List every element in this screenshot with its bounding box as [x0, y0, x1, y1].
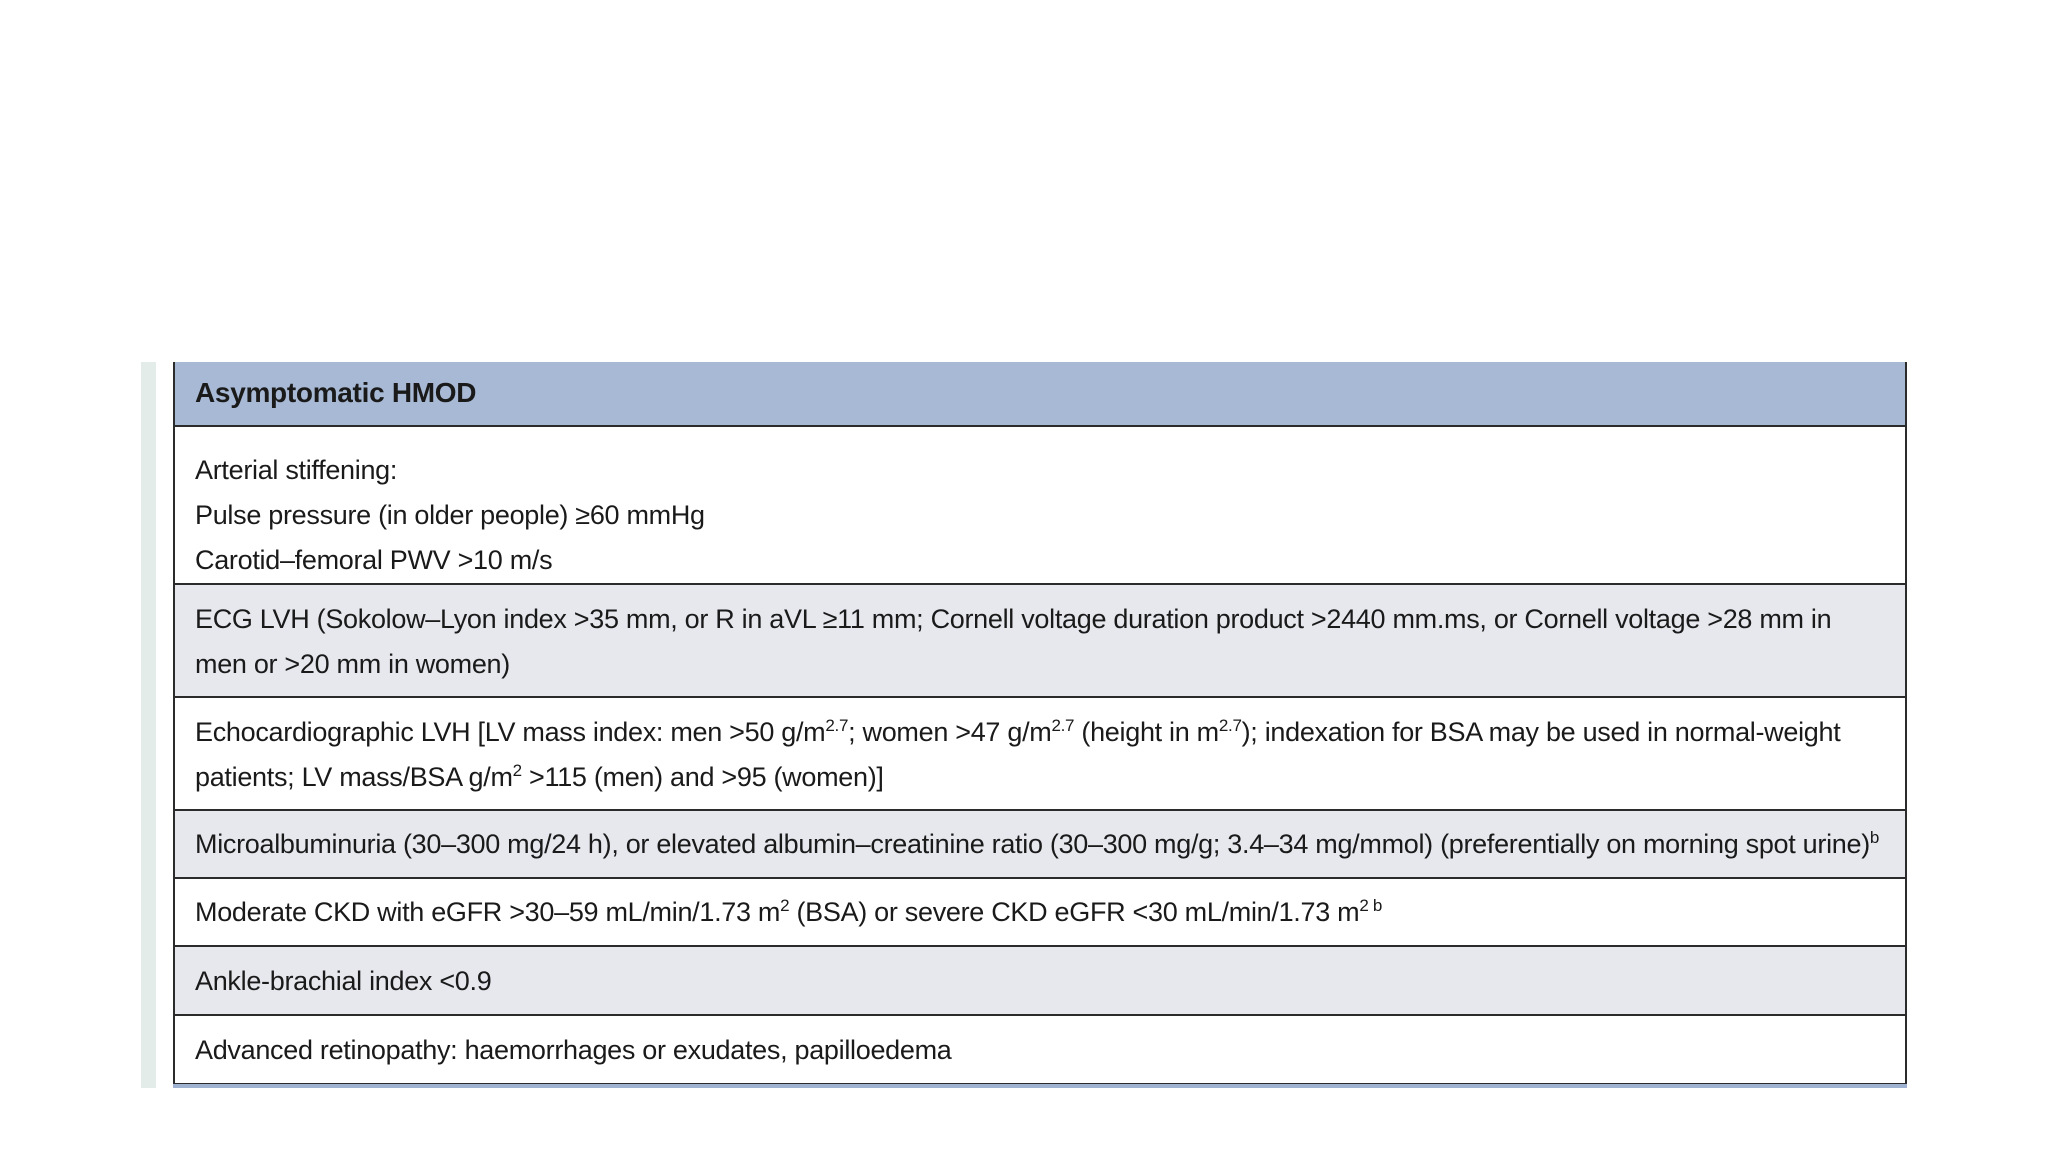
table-row-retinopathy [175, 1016, 1905, 1085]
echo-text-4: ); indexation for BSA may be used in normal-weight patients; LV mass/BSA g/m [195, 717, 1841, 792]
hmod-table [173, 362, 1907, 1085]
echo-lvh-text [195, 710, 1885, 800]
table-row-ecg-lvh [175, 585, 1905, 698]
ckd-text-2: (BSA) or severe CKD eGFR <30 mL/min/1.73 m [789, 897, 1360, 927]
table-row-echo-lvh [175, 698, 1905, 811]
ankle-brachial-text: Ankle-brachial index <0.9 [195, 966, 492, 996]
microalbuminuria-text [195, 822, 1885, 867]
table-header-title: Asymptomatic HMOD [195, 377, 477, 408]
table-bottom-rule [173, 1084, 1907, 1088]
micro-text: Microalbuminuria (30–300 mg/24 h), or elevated albumin–creatinine ratio (30–300 mg/g; 3.4–34 mg/mmol) (preferentially on morning spot urine) [195, 829, 1870, 859]
ckd-text [195, 890, 1885, 935]
ckd-sup-2: 2 b [1359, 896, 1383, 915]
ckd-text-1: Moderate CKD with eGFR >30–59 mL/min/1.73 m [195, 897, 781, 927]
left-margin-strip [141, 362, 156, 1088]
echo-sup-3: 2.7 [1218, 716, 1242, 735]
echo-sup-4: 2 [512, 761, 522, 780]
ecg-lvh-text: ECG LVH (Sokolow–Lyon index >35 mm, or R in aVL ≥11 mm; Cornell voltage duration product >2440 mm.ms, or Cornell voltage >28 mm in men or >20 mm in women) [195, 604, 1832, 679]
ckd-sup-1: 2 [780, 896, 790, 915]
echo-text-3: (height in m [1074, 717, 1219, 747]
echo-sup-2: 2.7 [1051, 716, 1075, 735]
table-row-microalbuminuria [175, 811, 1905, 879]
echo-sup-1: 2.7 [825, 716, 849, 735]
echo-text-2: ; women >47 g/m [848, 717, 1052, 747]
table-row-arterial-stiffening [175, 427, 1905, 585]
pwv-text: Carotid–femoral PWV >10 m/s [195, 545, 553, 575]
arterial-stiffening-label: Arterial stiffening: [195, 455, 398, 485]
micro-sup: b [1869, 828, 1880, 847]
echo-text-5: >115 (men) and >95 (women)] [521, 762, 884, 792]
table-row-ckd [175, 879, 1905, 947]
table-row-ankle-brachial [175, 947, 1905, 1016]
retinopathy-text: Advanced retinopathy: haemorrhages or exudates, papilloedema [195, 1035, 952, 1065]
table-header [175, 362, 1905, 427]
pulse-pressure-text: Pulse pressure (in older people) ≥60 mmHg [195, 500, 705, 530]
echo-text-1: Echocardiographic LVH [LV mass index: men >50 g/m [195, 717, 826, 747]
